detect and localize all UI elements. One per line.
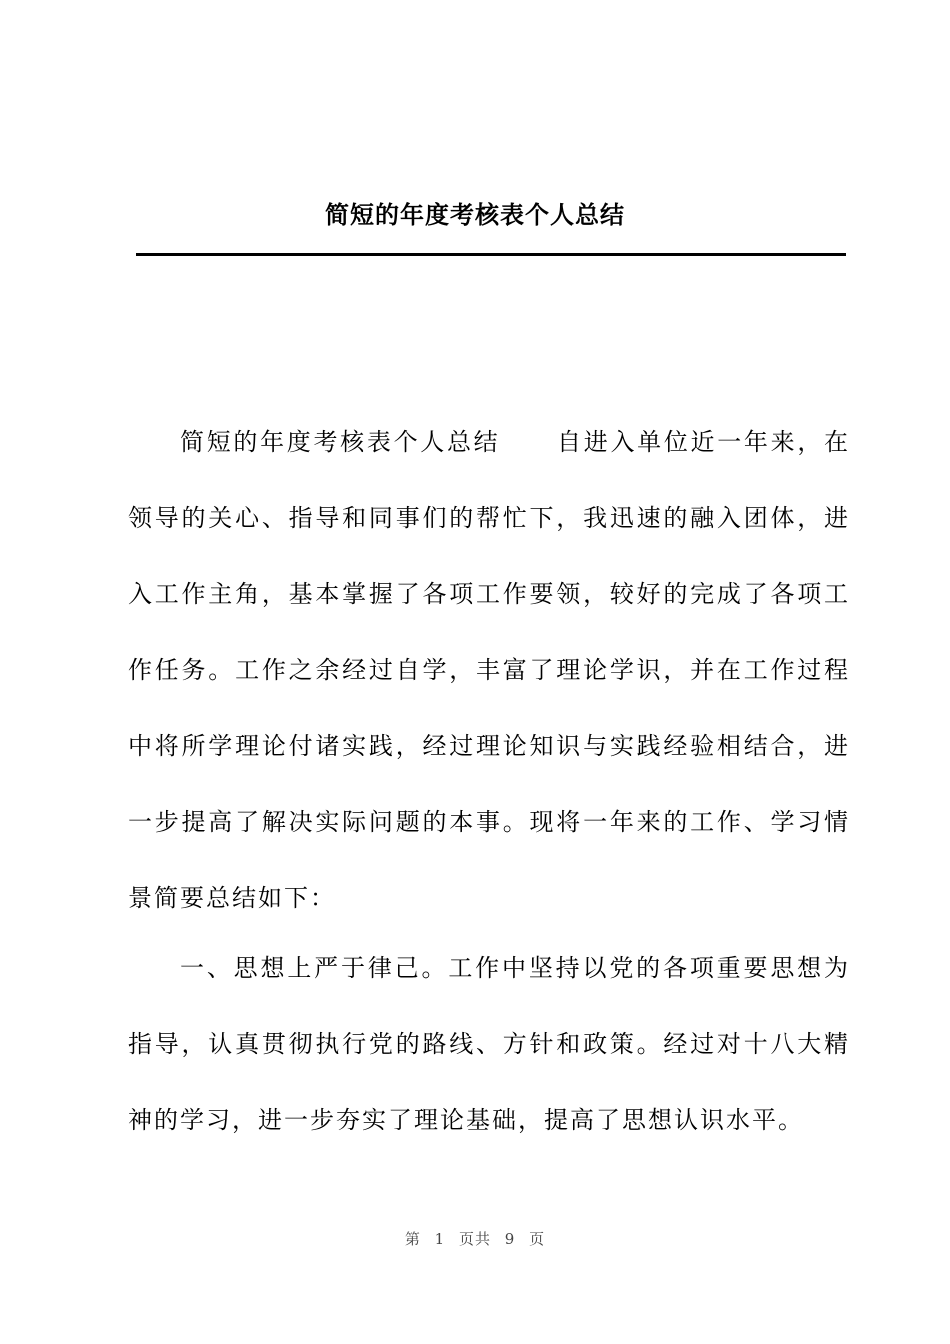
paragraph-text: 一、思想上严于律己。工作中坚持以党的各项重要思想为指导，认真贯彻执行党的路线、方针和政策。经过对十八大精神的学习，进一步夯实了理论基础，提高了思想认识水平。 bbox=[128, 954, 850, 1134]
footer-middle: 页共 bbox=[458, 1230, 491, 1248]
footer-total-pages: 9 bbox=[504, 1230, 516, 1248]
footer-prefix: 第 bbox=[404, 1230, 421, 1248]
body-paragraph-1 bbox=[128, 404, 850, 936]
footer-suffix: 页 bbox=[529, 1230, 546, 1248]
paragraph-text: 自进入单位近一年来，在领导的关心、指导和同事们的帮忙下，我迅速的融入团体，进入工作主角，基本掌握了各项工作要领，较好的完成了各项工作任务。工作之余经过自学，丰富了理论学识，并在工作过程中将所学理论付诸实践，经过理论知识与实践经验相结合，进一步提高了解决实际问题的本事。现将一年来的工作、学习情景简要总结如下： bbox=[128, 428, 851, 912]
title-underline bbox=[136, 253, 846, 256]
paragraph-lead: 简短的年度考核表个人总结 bbox=[180, 428, 501, 456]
document-title: 简短的年度考核表个人总结 bbox=[325, 201, 625, 229]
page-footer bbox=[0, 1228, 950, 1249]
footer-page-number: 1 bbox=[434, 1230, 446, 1248]
body-paragraph-2 bbox=[128, 930, 850, 1158]
